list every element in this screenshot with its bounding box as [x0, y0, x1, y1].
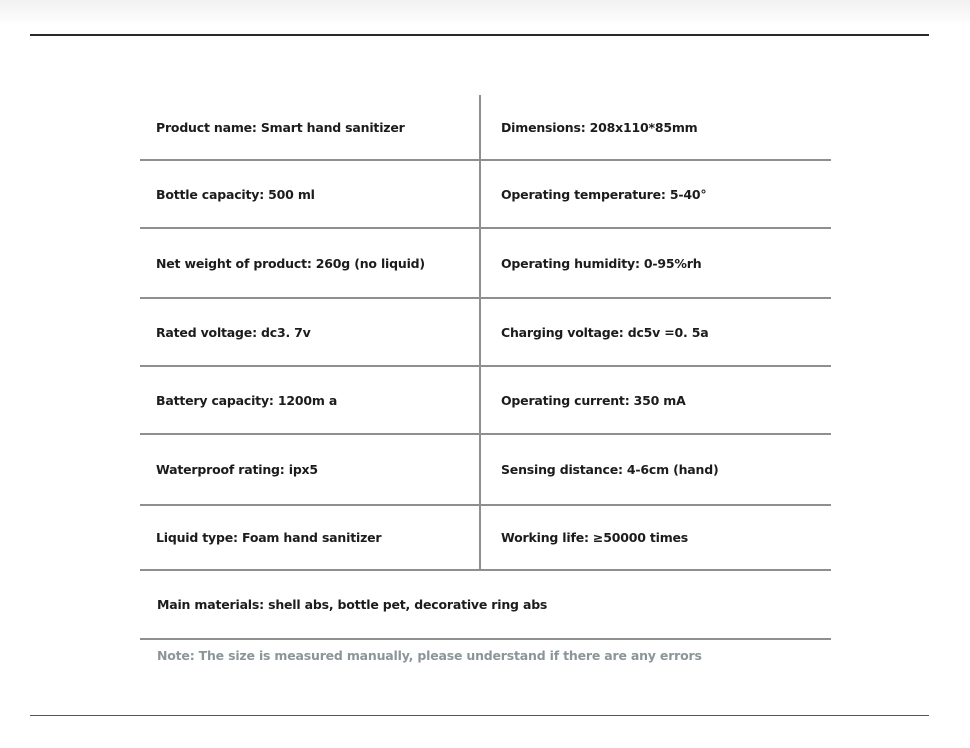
spec-working-life: Working life: ≥50000 times: [501, 530, 689, 545]
bottom-divider: [30, 715, 929, 716]
spec-main-materials: Main materials: shell abs, bottle pet, decorative ring abs: [157, 597, 548, 612]
spec-row: [140, 506, 831, 571]
top-shade: [0, 0, 970, 26]
spec-row: [140, 229, 831, 299]
spec-operating-temperature: Operating temperature: 5-40°: [501, 186, 707, 202]
spec-operating-humidity: Operating humidity: 0-95%rh: [501, 255, 702, 271]
spec-sensing-distance: Sensing distance: 4-6cm (hand): [501, 462, 719, 477]
measurement-note: Note: The size is measured manually, please understand if there are any errors: [157, 648, 702, 663]
spec-bottle-capacity: Bottle capacity: 500 ml: [140, 161, 481, 227]
spec-rated-voltage: Rated voltage: dc3. 7v: [140, 299, 481, 365]
spec-row: [140, 571, 831, 640]
spec-row: [140, 299, 831, 367]
spec-row: [140, 367, 831, 435]
spec-net-weight: Net weight of product: 260g (no liquid): [140, 229, 481, 297]
spec-row: [140, 435, 831, 506]
top-divider: [30, 34, 929, 36]
spec-waterproof-rating: Waterproof rating: ipx5: [140, 435, 481, 504]
spec-dimensions: Dimensions: 208x110*85mm: [501, 119, 698, 135]
spec-row: [140, 161, 831, 229]
spec-product-name: Product name: Smart hand sanitizer: [140, 95, 481, 159]
spec-charging-voltage: Charging voltage: dc5v =0. 5a: [501, 324, 709, 340]
spec-battery-capacity: Battery capacity: 1200m a: [140, 367, 481, 433]
spec-table: [140, 95, 831, 640]
spec-row: [140, 95, 831, 161]
spec-operating-current: Operating current: 350 mA: [501, 392, 686, 408]
spec-liquid-type: Liquid type: Foam hand sanitizer: [140, 506, 481, 569]
